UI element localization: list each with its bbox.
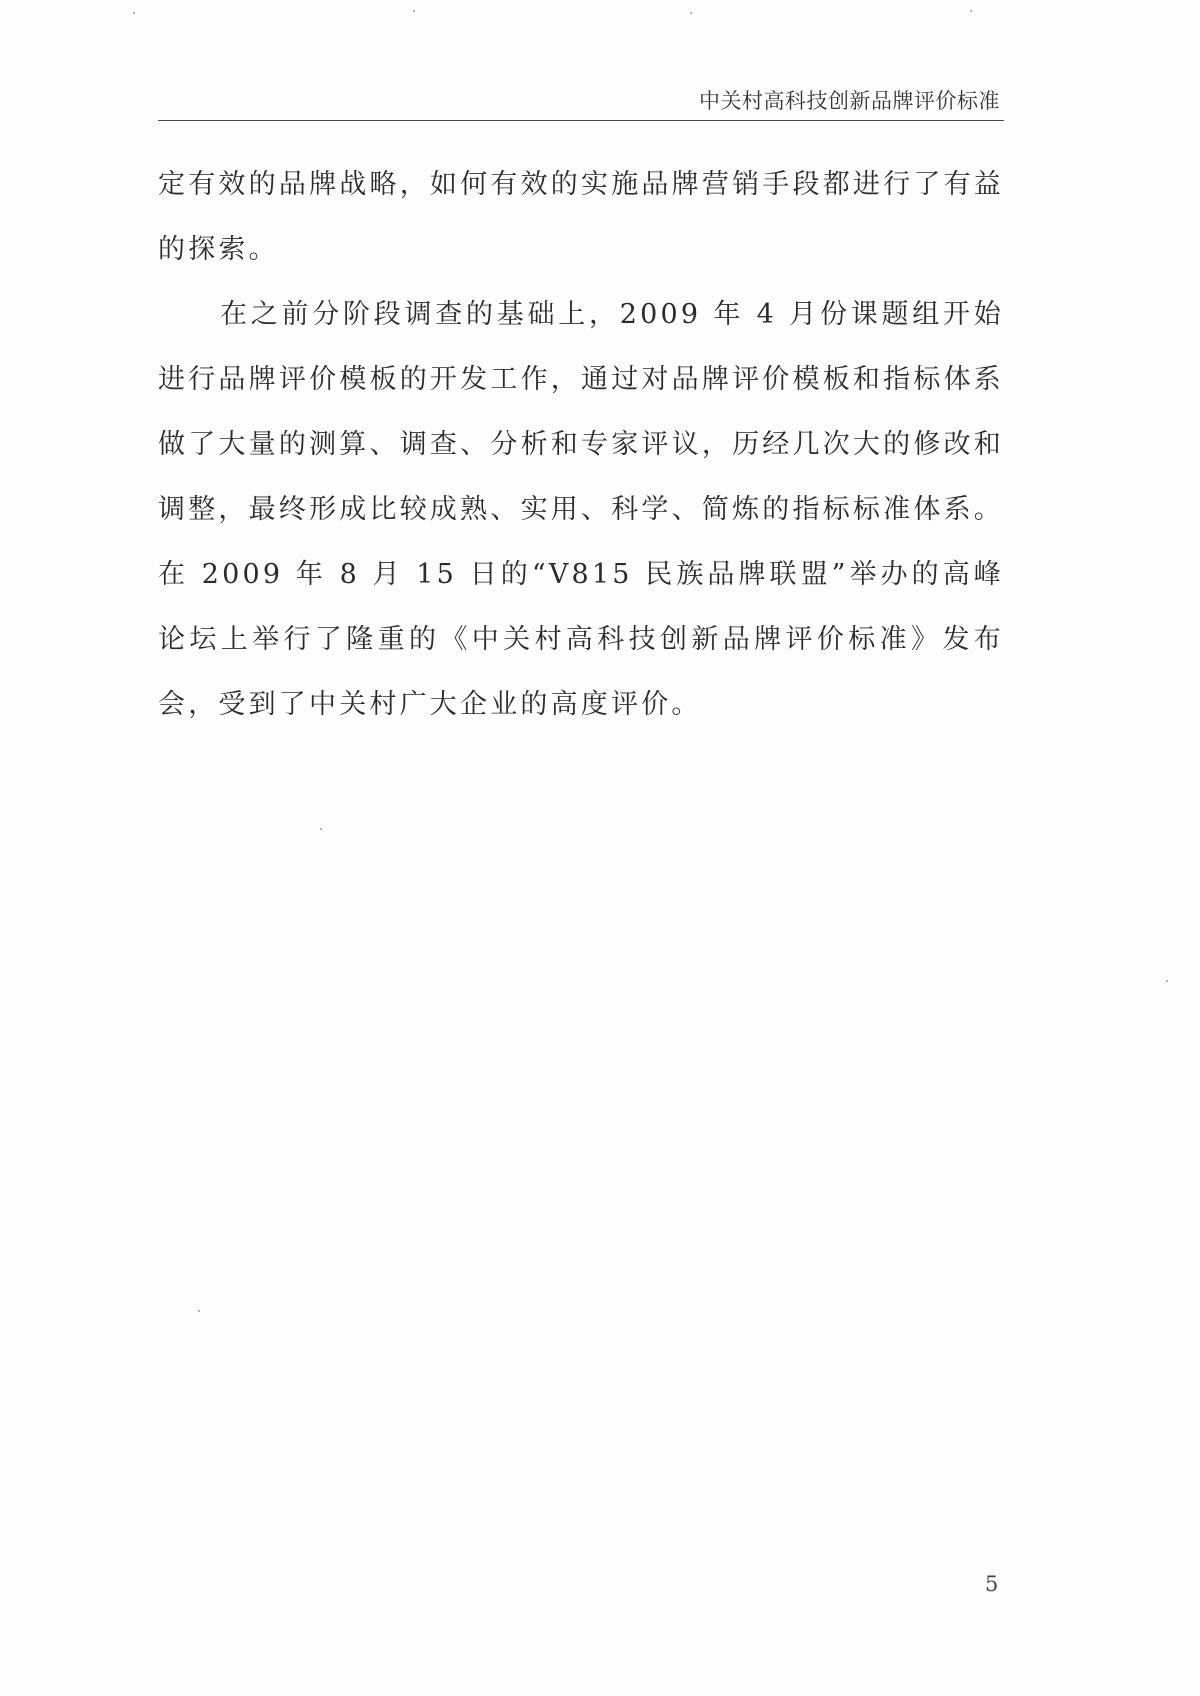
scan-speck xyxy=(690,12,692,14)
scan-speck xyxy=(1166,980,1168,982)
page-number: 5 xyxy=(985,1572,999,1596)
running-header xyxy=(158,82,1004,121)
paragraph-development-process: 在之前分阶段调查的基础上，2009 年 4 月份课题组开始进行品牌评价模板的开发工作，通过对品牌评价模板和指标体系做了大量的测算、调查、分析和专家评议，历经几次大的修改和调整，最终形成比较成熟、实用、科学、简炼的指标标准体系。在 2009 年 8 月 15 日的“V815 民族品牌联盟”举办的高峰论坛上举行了隆重的《中关村高科技创新品牌评价标准》发布会，受到了中关村广大企业的高度评价。 xyxy=(158,299,1004,720)
paragraph-continued: 定有效的品牌战略，如何有效的实施品牌营销手段都进行了有益的探索。 xyxy=(158,169,1004,265)
scan-speck xyxy=(133,12,135,14)
scan-speck xyxy=(970,10,972,12)
scan-speck xyxy=(198,1310,200,1312)
body-text xyxy=(158,152,1004,737)
scan-speck xyxy=(320,828,322,830)
header-title: 中关村高科技创新品牌评价标准 xyxy=(699,89,1000,113)
scan-speck xyxy=(413,10,415,12)
